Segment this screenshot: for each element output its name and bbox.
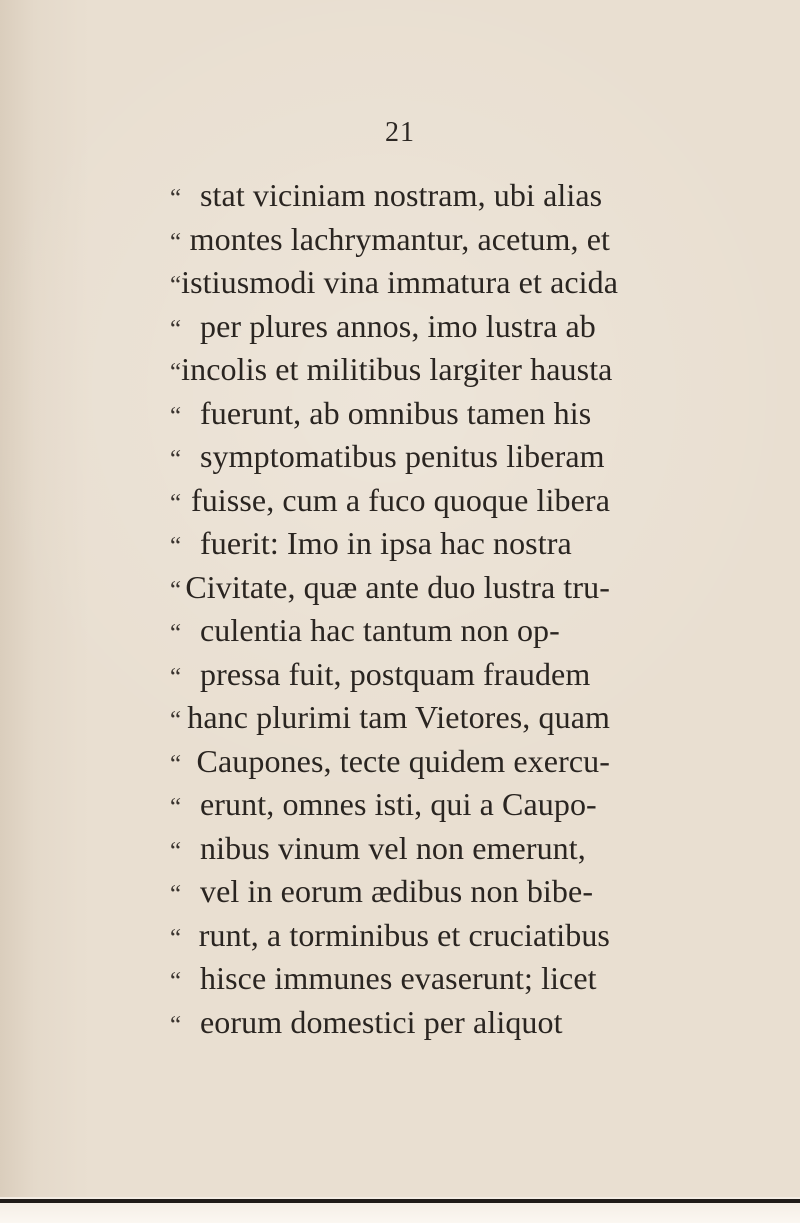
line-text: Caupones, tecte quidem exercu-: [196, 742, 610, 779]
line-text: runt, a torminibus et cruciatibus: [198, 916, 610, 953]
quote-mark: “: [170, 228, 182, 256]
line-text: eorum domestici per aliquot: [200, 1003, 563, 1040]
line-text: vel in eorum ædibus non bibe-: [200, 873, 594, 909]
text-line-9: [170, 526, 610, 570]
text-line-11: [170, 613, 610, 657]
line-text: nibus vinum vel non emerunt,: [200, 829, 586, 866]
quote-mark: “: [170, 968, 182, 995]
text-line-14: [170, 744, 610, 788]
page-number: 21: [385, 117, 415, 148]
quote-mark: “: [170, 750, 182, 778]
quote-mark: “: [170, 402, 182, 430]
quote-mark: “: [170, 1011, 182, 1039]
line-text: montes lachrymantur, acetum, et: [189, 220, 610, 257]
text-line-2: [170, 222, 610, 266]
quote-mark: “: [170, 533, 182, 560]
text-line-5: [170, 351, 613, 396]
quote-mark: “: [170, 359, 182, 386]
quote-mark: “: [170, 924, 182, 952]
line-text: per plures annos, imo lustra ab: [200, 307, 596, 344]
text-line-13: [170, 700, 610, 744]
page-bottom-rule: [0, 1199, 800, 1203]
quote-mark: “: [170, 315, 182, 343]
line-text: symptomatibus penitus liberam: [200, 438, 605, 474]
line-text: hisce immunes evaserunt; licet: [200, 960, 597, 996]
text-line-15: [170, 787, 610, 831]
quote-mark: “: [170, 272, 182, 299]
text-line-3: [170, 264, 619, 309]
text-block: [170, 177, 619, 1048]
text-line-6: [170, 396, 610, 440]
line-text: hanc plurimi tam Vietores, quam: [187, 699, 610, 735]
quote-mark: “: [170, 707, 182, 734]
quote-mark: “: [170, 663, 182, 691]
line-text: culentia hac tantum non op-: [200, 612, 560, 648]
text-line-17: [170, 874, 610, 918]
quote-mark: “: [170, 446, 182, 473]
line-text: fuisse, cum a fuco quoque libera: [190, 481, 610, 518]
line-text: pressa fuit, postquam fraudem: [200, 655, 591, 692]
quote-mark: “: [170, 620, 182, 647]
text-line-18: [170, 918, 610, 962]
quote-mark: “: [170, 794, 182, 821]
text-line-20: [170, 1005, 610, 1049]
text-line-19: [170, 961, 610, 1005]
text-line-4: [170, 309, 610, 353]
line-text: fuerunt, ab omnibus tamen his: [200, 394, 592, 431]
quote-mark: “: [170, 837, 182, 865]
line-text: stat viciniam nostram, ubi alias: [200, 177, 603, 213]
line-text: fuerit: Imo in ipsa hac nostra: [200, 525, 572, 561]
text-line-1: [170, 178, 610, 222]
text-line-10: [170, 570, 610, 614]
line-text: istiusmodi vina immatura et acida: [181, 264, 619, 300]
line-text: Civitate, quæ ante duo lustra tru-: [185, 568, 610, 605]
quote-mark: “: [170, 185, 182, 212]
text-line-8: [170, 483, 610, 527]
quote-mark: “: [170, 576, 182, 604]
quote-mark: “: [170, 489, 182, 517]
quote-mark: “: [170, 881, 182, 908]
text-line-16: [170, 831, 610, 875]
line-text: erunt, omnes isti, qui a Caupo-: [200, 786, 597, 822]
text-line-12: [170, 657, 610, 701]
text-line-7: [170, 439, 610, 483]
line-text: incolis et militibus largiter hausta: [181, 351, 613, 387]
